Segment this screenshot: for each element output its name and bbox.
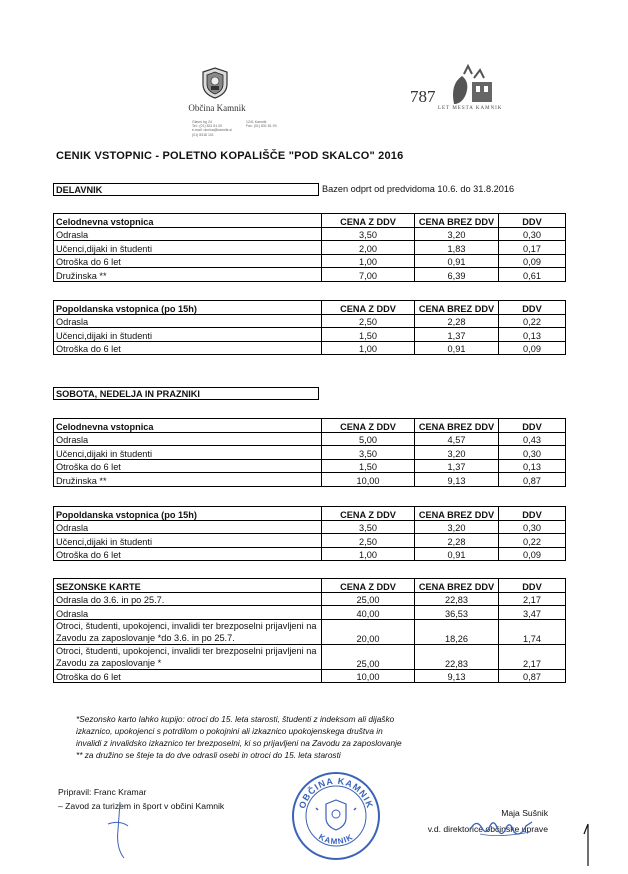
weekday-heading: DELAVNIK [53, 183, 319, 196]
table-row: Učenci,dijaki in študenti 3,50 3,20 0,30 [54, 446, 566, 460]
weekend-fullday-table [53, 418, 566, 487]
col-vat: DDV [499, 579, 566, 593]
col-vat: DDV [499, 507, 566, 521]
address-right: 1241 Kamnik Fax: (01) 831 81 93 [246, 120, 277, 129]
table-row: Otroška do 6 let 1,50 1,37 0,13 [54, 459, 566, 473]
col-vat: DDV [499, 214, 566, 228]
svg-text:KAMNIK: KAMNIK [317, 832, 355, 847]
col-price-novat: CENA BREZ DDV [415, 301, 499, 315]
table-row: Odrasla do 3.6. in po 25.7. 25,00 22,83 2,17 [54, 592, 566, 606]
table-row: Odrasla 40,00 36,53 3,47 [54, 606, 566, 620]
page-title: CENIK VSTOPNIC - POLETNO KOPALIŠČE "POD SKALCO" 2016 [56, 150, 404, 162]
table-row: Otroška do 6 let 1,00 0,91 0,09 [54, 341, 566, 355]
table-row: Učenci,dijaki in študenti 2,50 2,28 0,22 [54, 534, 566, 548]
table-title: Popoldanska vstopnica (po 15h) [54, 507, 322, 521]
footnote-season-eligibility: *Sezonsko karto lahko kupijo: otroci do 15. leta starosti, študenti z indeksom ali dijaško izkaznico, upokojenci s potrdilom o pokojnini ali izkaznico upokojenskega društva in invalidi z invalidsko izkaznico ter brezposelni, ki so prijavljeni na Zavodu za zaposlovanje [76, 714, 402, 748]
prepared-by-org: – Zavod za turizem in šport v občini Kamnik [58, 801, 225, 811]
weekend-heading: SOBOTA, NEDELJA IN PRAZNIKI [53, 387, 319, 400]
table-header-row [54, 579, 566, 593]
table-row: Družinska ** 10,00 9,13 0,87 [54, 473, 566, 487]
col-price-vat: CENA Z DDV [322, 507, 415, 521]
col-vat: DDV [499, 301, 566, 315]
margin-mark [578, 820, 598, 870]
municipal-crest-logo [200, 66, 230, 100]
address-left: Glavni trg 24 Tel.: (01) 831 81 00 e-mail: obcina@kamnik.si (01) 8318 101 [192, 120, 232, 137]
municipality-name: Občina Kamnik [188, 103, 246, 113]
col-price-vat: CENA Z DDV [322, 301, 415, 315]
signer-name: Maja Sušnik [501, 808, 548, 818]
table-row: Otroci, študenti, upokojenci, invalidi ter brezposelni prijavljeni na Zavodu za zaposlovanje * 25,00 22,83 2,17 [54, 644, 566, 669]
svg-text:OBČINA KAMNIK: OBČINA KAMNIK [296, 775, 376, 810]
table-title: Celodnevna vstopnica [54, 214, 322, 228]
table-row: Učenci,dijaki in študenti 2,00 1,83 0,17 [54, 241, 566, 255]
anniversary-number: 787 [410, 87, 436, 106]
table-header-row [54, 214, 566, 228]
table-row: Otroška do 6 let 1,00 0,91 0,09 [54, 547, 566, 561]
handwritten-signature [440, 812, 550, 842]
col-price-vat: CENA Z DDV [322, 579, 415, 593]
table-title: Popoldanska vstopnica (po 15h) [54, 301, 322, 315]
anniversary-text: LET MESTA KAMNIK [438, 106, 503, 111]
col-price-novat: CENA BREZ DDV [415, 507, 499, 521]
season-tickets-table [53, 578, 566, 683]
footnote-family: ** za družino se šteje ta do dve odrasli osebi in otroci do 15. leta starosti [76, 750, 341, 760]
table-row: Učenci,dijaki in študenti 1,50 1,37 0,13 [54, 328, 566, 342]
col-price-vat: CENA Z DDV [322, 214, 415, 228]
col-price-novat: CENA BREZ DDV [415, 214, 499, 228]
season-dates-note: Bazen odprt od predvidoma 10.6. do 31.8.2016 [322, 184, 515, 194]
official-stamp [290, 770, 382, 862]
table-title: SEZONSKE KARTE [54, 579, 322, 593]
table-title: Celodnevna vstopnica [54, 419, 322, 433]
table-header-row [54, 419, 566, 433]
table-row: Otroci, študenti, upokojenci, invalidi ter brezposelni prijavljeni na Zavodu za zaposlovanje *do 3.6. in po 25.7. 20,00 18,26 1,74 [54, 619, 566, 644]
table-row: Odrasla 2,50 2,28 0,22 [54, 314, 566, 328]
col-vat: DDV [499, 419, 566, 433]
table-row: Odrasla 3,50 3,20 0,30 [54, 227, 566, 241]
table-row: Odrasla 5,00 4,57 0,43 [54, 432, 566, 446]
table-row: Družinska ** 7,00 6,39 0,61 [54, 268, 566, 282]
table-row: Otroška do 6 let 10,00 9,13 0,87 [54, 669, 566, 683]
col-price-vat: CENA Z DDV [322, 419, 415, 433]
weekend-afternoon-table [53, 506, 566, 561]
table-header-row [54, 301, 566, 315]
table-header-row [54, 507, 566, 521]
col-price-novat: CENA BREZ DDV [415, 419, 499, 433]
initials-scribble [98, 800, 138, 860]
table-row: Otroška do 6 let 1,00 0,91 0,09 [54, 254, 566, 268]
signer-title: v.d. direktorice občinske uprave [427, 824, 548, 834]
prepared-by-block [58, 785, 224, 813]
table-row: Odrasla 3,50 3,20 0,30 [54, 520, 566, 534]
weekday-fullday-table [53, 213, 566, 282]
footnotes [76, 713, 406, 761]
weekday-afternoon-table [53, 300, 566, 355]
col-price-novat: CENA BREZ DDV [415, 579, 499, 593]
prepared-by: Pripravil: Franc Kramar [58, 787, 147, 797]
